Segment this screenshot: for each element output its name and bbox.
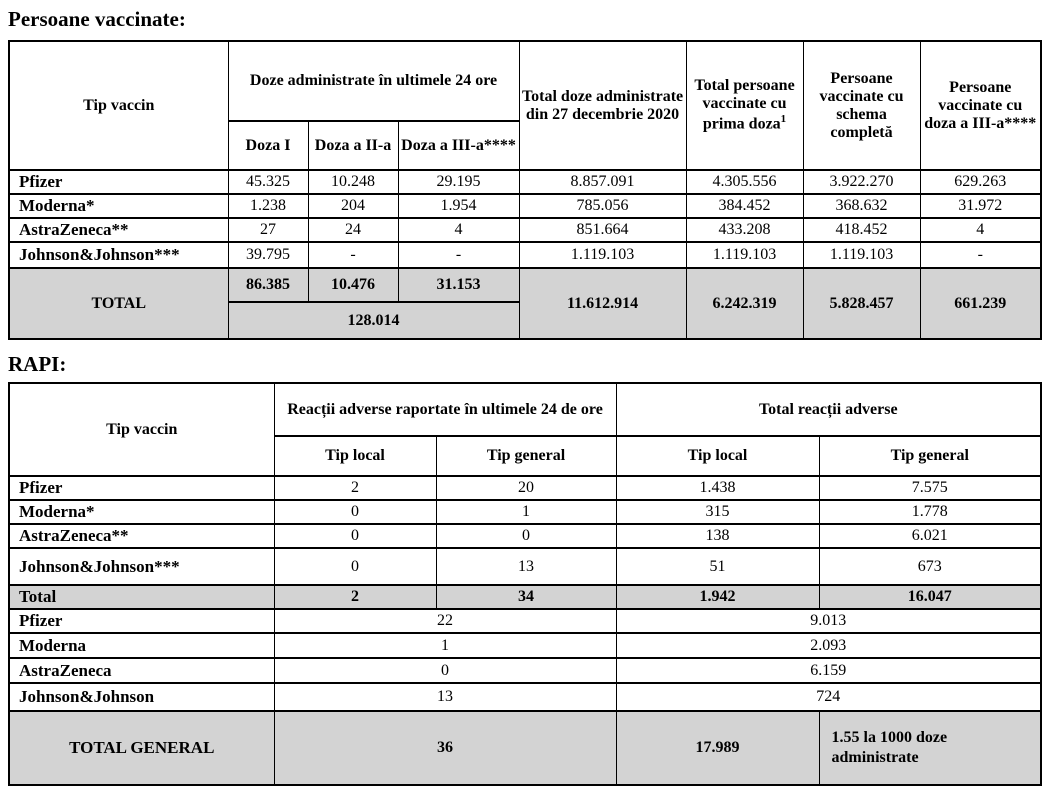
total-value-cell: 5.828.457 xyxy=(803,268,920,339)
header-total-reactii: Total reacții adverse xyxy=(616,383,1041,436)
header-persoane-doza-3: Persoane vaccinate cu doza a III-a**** xyxy=(920,41,1041,170)
total-value-cell: 6.242.319 xyxy=(686,268,803,339)
value-cell: 9.013 xyxy=(616,609,1041,633)
total-general-row xyxy=(9,711,1041,785)
value-cell: 1.238 xyxy=(228,194,308,218)
value-cell: 8.857.091 xyxy=(519,170,686,194)
header-tip-vaccin: Tip vaccin xyxy=(9,383,274,476)
total-value-cell: 86.385 xyxy=(228,268,308,302)
table-row xyxy=(9,548,1041,585)
header-doza-1: Doza I xyxy=(228,121,308,170)
header-schema-completa: Persoane vaccinate cu schema completă xyxy=(803,41,920,170)
total-value-cell: 16.047 xyxy=(819,585,1041,609)
value-cell: 20 xyxy=(436,476,616,500)
total-general-24h-cell: 36 xyxy=(274,711,616,785)
value-cell: 1 xyxy=(274,633,616,658)
header-tip-local-total: Tip local xyxy=(616,436,819,476)
vaccine-label-cell: Pfizer xyxy=(9,170,228,194)
table-header-row xyxy=(9,41,1041,121)
total-general-rate-cell: 1.55 la 1000 doze administrate xyxy=(819,711,1041,785)
total-value-cell: 11.612.914 xyxy=(519,268,686,339)
value-cell: 0 xyxy=(274,548,436,585)
table-row xyxy=(9,218,1041,242)
header-reactii-24h: Reacții adverse raportate în ultimele 24 de ore xyxy=(274,383,616,436)
vaccine-label-cell: Moderna* xyxy=(9,500,274,524)
value-cell: 384.452 xyxy=(686,194,803,218)
value-cell: 6.021 xyxy=(819,524,1041,548)
table-row xyxy=(9,500,1041,524)
table-row xyxy=(9,609,1041,633)
value-cell: 629.263 xyxy=(920,170,1041,194)
value-cell: 0 xyxy=(274,658,616,683)
vaccine-label-cell: AstraZeneca xyxy=(9,658,274,683)
value-cell: 24 xyxy=(308,218,398,242)
header-total-prima-doza xyxy=(686,41,803,170)
table-row xyxy=(9,170,1041,194)
total-value-cell: 1.942 xyxy=(616,585,819,609)
value-cell: 1.438 xyxy=(616,476,819,500)
footnote-marker: 1 xyxy=(780,113,787,126)
total-row xyxy=(9,585,1041,609)
total-value-cell: 10.476 xyxy=(308,268,398,302)
vaccinated-section-title: Persoane vaccinate: xyxy=(8,7,186,31)
value-cell: 3.922.270 xyxy=(803,170,920,194)
vaccine-label-cell: Johnson&Johnson*** xyxy=(9,548,274,585)
value-cell: 851.664 xyxy=(519,218,686,242)
total-value-cell: 34 xyxy=(436,585,616,609)
table-header-row xyxy=(9,383,1041,436)
value-cell: 1.119.103 xyxy=(803,242,920,268)
value-cell: 0 xyxy=(274,524,436,548)
table-row xyxy=(9,242,1041,268)
value-cell: 0 xyxy=(436,524,616,548)
total-value-cell: 661.239 xyxy=(920,268,1041,339)
value-cell: 673 xyxy=(819,548,1041,585)
total-row xyxy=(9,268,1041,302)
value-cell: 27 xyxy=(228,218,308,242)
value-cell: 418.452 xyxy=(803,218,920,242)
table-row xyxy=(9,476,1041,500)
total-value-cell: 31.153 xyxy=(398,268,519,302)
total-value-cell: 2 xyxy=(274,585,436,609)
vaccine-label-cell: Pfizer xyxy=(9,476,274,500)
value-cell: 2.093 xyxy=(616,633,1041,658)
value-cell: - xyxy=(398,242,519,268)
value-cell: 22 xyxy=(274,609,616,633)
vaccine-label-cell: Johnson&Johnson*** xyxy=(9,242,228,268)
rapi-section-title: RAPI: xyxy=(8,352,67,376)
value-cell: 1.119.103 xyxy=(686,242,803,268)
value-cell: 0 xyxy=(274,500,436,524)
value-cell: 1.119.103 xyxy=(519,242,686,268)
table-row xyxy=(9,633,1041,658)
header-doze-24h: Doze administrate în ultimele 24 ore xyxy=(228,41,519,121)
value-cell: 315 xyxy=(616,500,819,524)
value-cell: 13 xyxy=(274,683,616,711)
value-cell: 4.305.556 xyxy=(686,170,803,194)
value-cell: 4 xyxy=(398,218,519,242)
header-tip-local-24h: Tip local xyxy=(274,436,436,476)
value-cell: 39.795 xyxy=(228,242,308,268)
value-cell: 1 xyxy=(436,500,616,524)
value-cell: 6.159 xyxy=(616,658,1041,683)
vaccine-label-cell: Johnson&Johnson xyxy=(9,683,274,711)
vaccine-label-cell: Moderna* xyxy=(9,194,228,218)
value-cell: 1.778 xyxy=(819,500,1041,524)
value-cell: 2 xyxy=(274,476,436,500)
header-doza-2: Doza a II-a xyxy=(308,121,398,170)
vaccine-label-cell: Pfizer xyxy=(9,609,274,633)
value-cell: - xyxy=(308,242,398,268)
value-cell: 45.325 xyxy=(228,170,308,194)
value-cell: 368.632 xyxy=(803,194,920,218)
value-cell: - xyxy=(920,242,1041,268)
vaccinated-table xyxy=(8,40,1042,340)
vaccine-label-cell: AstraZeneca** xyxy=(9,524,274,548)
vaccine-label-cell: AstraZeneca** xyxy=(9,218,228,242)
table-row xyxy=(9,524,1041,548)
value-cell: 204 xyxy=(308,194,398,218)
value-cell: 724 xyxy=(616,683,1041,711)
header-tip-general-total: Tip general xyxy=(819,436,1041,476)
value-cell: 785.056 xyxy=(519,194,686,218)
value-cell: 29.195 xyxy=(398,170,519,194)
total-label-cell: TOTAL xyxy=(9,268,228,339)
value-cell: 31.972 xyxy=(920,194,1041,218)
value-cell: 138 xyxy=(616,524,819,548)
value-cell: 51 xyxy=(616,548,819,585)
table-row xyxy=(9,683,1041,711)
table-row xyxy=(9,194,1041,218)
header-total-prima-doza-text: Total persoane vaccinate cu prima doza xyxy=(694,77,795,133)
header-total-doze: Total doze administrate din 27 decembrie 2020 xyxy=(519,41,686,170)
header-tip-general-24h: Tip general xyxy=(436,436,616,476)
value-cell: 4 xyxy=(920,218,1041,242)
total-combined-24h-cell: 128.014 xyxy=(228,302,519,339)
total-label-cell: Total xyxy=(9,585,274,609)
value-cell: 7.575 xyxy=(819,476,1041,500)
rapi-table xyxy=(8,382,1042,786)
value-cell: 1.954 xyxy=(398,194,519,218)
table-row xyxy=(9,658,1041,683)
vaccine-label-cell: Moderna xyxy=(9,633,274,658)
total-general-label-cell: TOTAL GENERAL xyxy=(9,711,274,785)
value-cell: 433.208 xyxy=(686,218,803,242)
total-general-total-cell: 17.989 xyxy=(616,711,819,785)
value-cell: 10.248 xyxy=(308,170,398,194)
value-cell: 13 xyxy=(436,548,616,585)
header-doza-3: Doza a III-a**** xyxy=(398,121,519,170)
header-tip-vaccin: Tip vaccin xyxy=(9,41,228,170)
